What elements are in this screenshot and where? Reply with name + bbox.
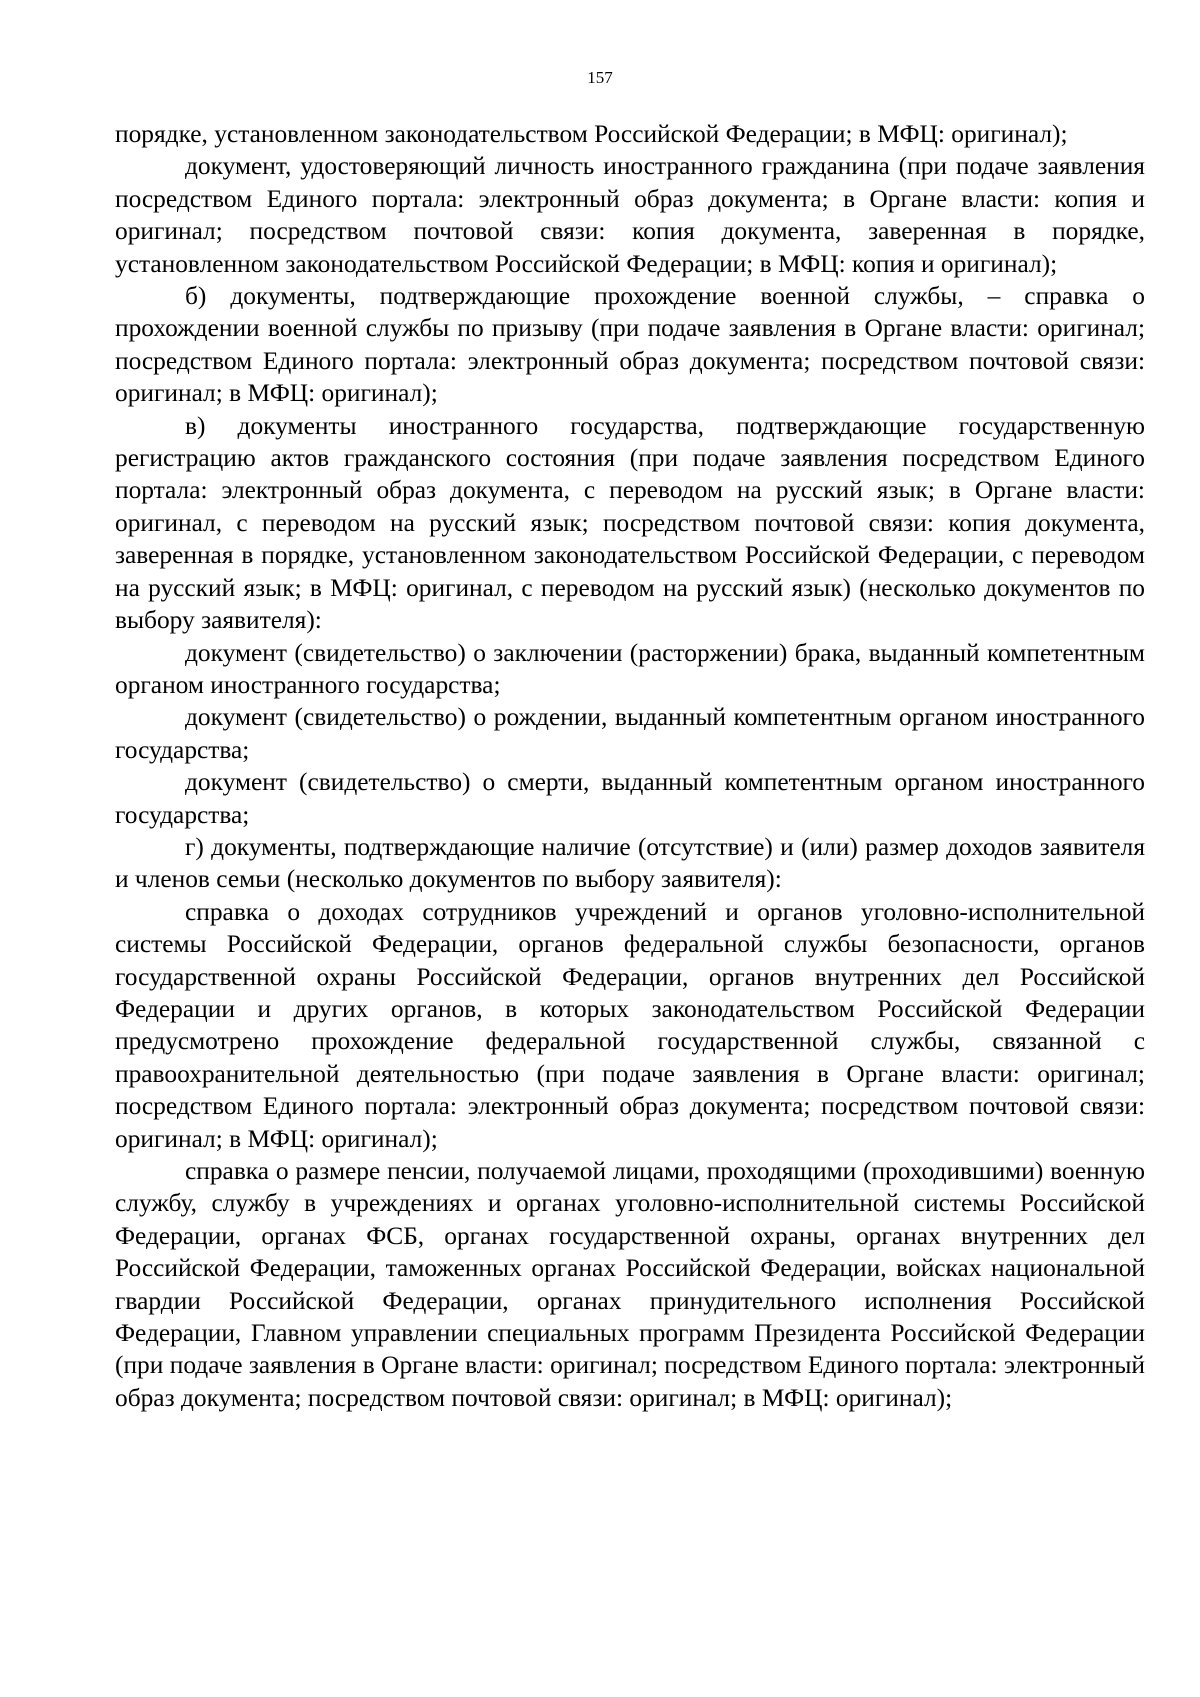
paragraph-foreign-citizen-id: документ, удостоверяющий личность иностранного гражданина (при подаче заявления посредством Единого портала: электронный образ документа; в Органе власти: копия и оригинал; посредством почтовой связи: копия документа, заверенная в порядке, установленном законодательством Российской Федерации; в МФЦ: копия и оригинал);	[115, 152, 1145, 278]
paragraph-income-certificate: справка о доходах сотрудников учреждений и органов уголовно-исполнительной системы Российской Федерации, органов федеральной службы безопасности, органов государственной охраны Российской Федерации, органов внутренних дел Российской Федерации и других органов, в которых законодательством Российской Федерации предусмотрено прохождение федеральной государственной службы, связанной с правоохранительной деятельностью (при подаче заявления в Органе власти: оригинал; посредством Единого портала: электронный образ документа; посредством почтовой связи: оригинал; в МФЦ: оригинал);	[115, 897, 1145, 1153]
paragraph-birth-certificate: документ (свидетельство) о рождении, выданный компетентным органом иностранного государства;	[115, 703, 1145, 764]
paragraph-continuation: порядке, установленном законодательством Российской Федерации; в МФЦ: оригинал);	[115, 120, 1068, 148]
paragraph-v-foreign-documents: в) документы иностранного государства, подтверждающие государственную регистрацию актов гражданского состояния (при подаче заявления посредством Единого портала: электронный образ документа, с переводом на русский язык; в Органе власти: оригинал, с переводом на русский язык; посредством почтовой связи: копия документа, заверенная в порядке, установленном законодательством Российской Федерации, с переводом на русский язык; в МФЦ: оригинал, с переводом на русский язык) (несколько документов по выбору заявителя):	[115, 411, 1145, 635]
paragraph-marriage-certificate: документ (свидетельство) о заключении (расторжении) брака, выданный компетентным органом иностранного государства;	[115, 638, 1145, 699]
paragraph-b-military-service: б) документы, подтверждающие прохождение военной службы, – справка о прохождении военной службы по призыву (при подаче заявления в Органе власти: оригинал; посредством Единого портала: электронный образ документа; посредством почтовой связи: оригинал; в МФЦ: оригинал);	[115, 282, 1145, 408]
paragraph-g-income-documents: г) документы, подтверждающие наличие (отсутствие) и (или) размер доходов заявителя и членов семьи (несколько документов по выбору заявителя):	[115, 832, 1145, 894]
document-body	[115, 118, 1145, 1414]
paragraph-pension-certificate: справка о размере пенсии, получаемой лицами, проходящими (проходившими) военную службу, службу в учреждениях и органах уголовно-исполнительной системы Российской Федерации, органах ФСБ, органах государственной охраны, органах внутренних дел Российской Федерации, таможенных органах Российской Федерации, войсках национальной гвардии Российской Федерации, органах принудительного исполнения Российской Федерации, Главном управлении специальных программ Президента Российской Федерации (при подаче заявления в Органе власти: оригинал; посредством Единого портала: электронный образ документа; посредством почтовой связи: оригинал; в МФЦ: оригинал);	[115, 1157, 1145, 1412]
page-number: 157	[587, 68, 613, 87]
paragraph-death-certificate: документ (свидетельство) о смерти, выданный компетентным органом иностранного государства;	[115, 768, 1145, 829]
